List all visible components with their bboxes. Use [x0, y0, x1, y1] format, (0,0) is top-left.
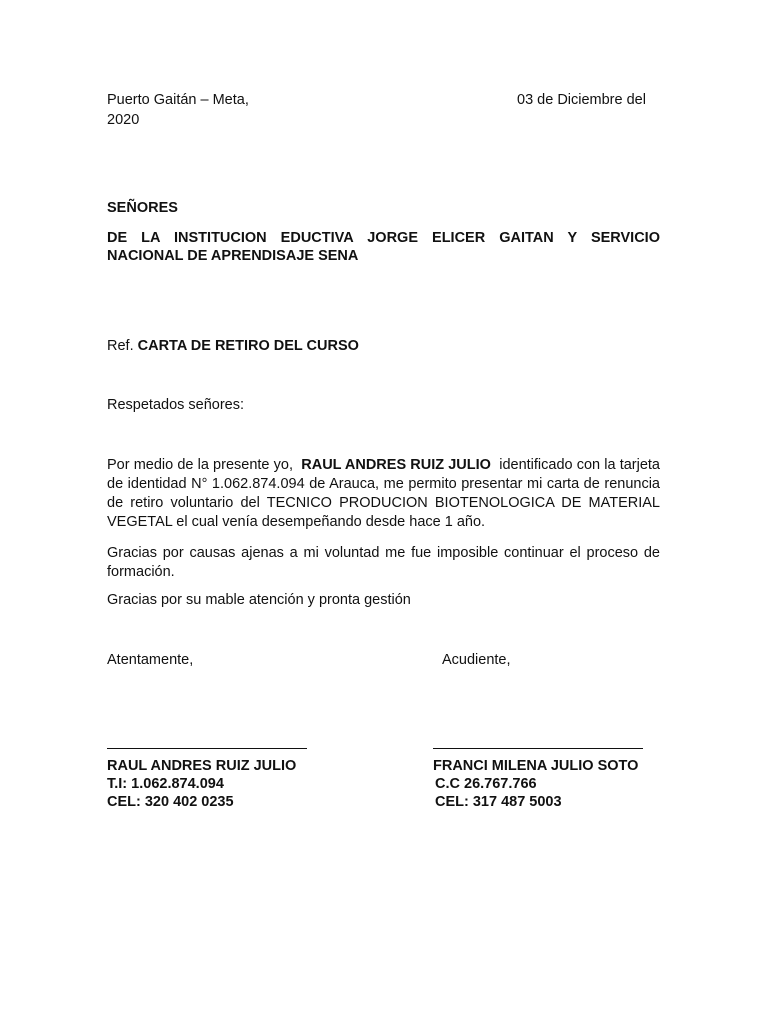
signer-name: FRANCI MILENA JULIO SOTO [433, 758, 639, 774]
signer-id: C.C 26.767.766 [435, 776, 537, 792]
closing-left: Atentamente, [107, 652, 194, 668]
signer-id: T.I: 1.062.874.094 [107, 776, 224, 792]
p1-student-name: RAUL ANDRES RUIZ JULIO [301, 457, 491, 473]
signature-block-guardian [433, 748, 643, 811]
signature-line [433, 748, 643, 749]
signature-line [107, 748, 307, 749]
body-paragraph-3: Gracias por su mable atención y pronta gestión [107, 592, 411, 608]
institution-line-2: NACIONAL DE APRENDISAJE SENA [107, 248, 359, 264]
place-text: Puerto Gaitán – Meta, [107, 92, 249, 108]
signer-phone: CEL: 317 487 5003 [435, 794, 562, 810]
signer-name: RAUL ANDRES RUIZ JULIO [107, 758, 297, 774]
body-paragraph-2: Gracias por causas ajenas a mi voluntad me fue imposible continuar el proceso de formación. [107, 545, 660, 580]
body-paragraph-1 [107, 456, 660, 532]
date-text: 03 de Diciembre del [517, 92, 646, 108]
salutation: SEÑORES [107, 200, 178, 216]
closing-right: Acudiente, [442, 652, 511, 668]
p1-rest: identificado con la tarjeta de identidad N° 1.062.874.094 de Arauca, me permito presentar mi carta de renuncia de retiro voluntario del TECNICO PRODUCION BIOTENOLOGICA DE MATERIAL VEGETAL el cual venía desempeñando desde hace 1 año. [107, 457, 660, 530]
greeting: Respetados señores: [107, 397, 245, 413]
reference-subject: CARTA DE RETIRO DEL CURSO [137, 338, 359, 354]
institution-line-1: DE LA INSTITUCION EDUCTIVA JORGE ELICER GAITAN Y SERVICIO [107, 230, 660, 246]
reference-prefix: Ref. [107, 338, 134, 354]
signer-phone: CEL: 320 402 0235 [107, 794, 234, 810]
date-year-text: 2020 [107, 112, 140, 128]
signature-block-student [107, 748, 307, 811]
p1-start: Por medio de la presente yo, [107, 457, 293, 473]
reference-line [107, 338, 359, 354]
